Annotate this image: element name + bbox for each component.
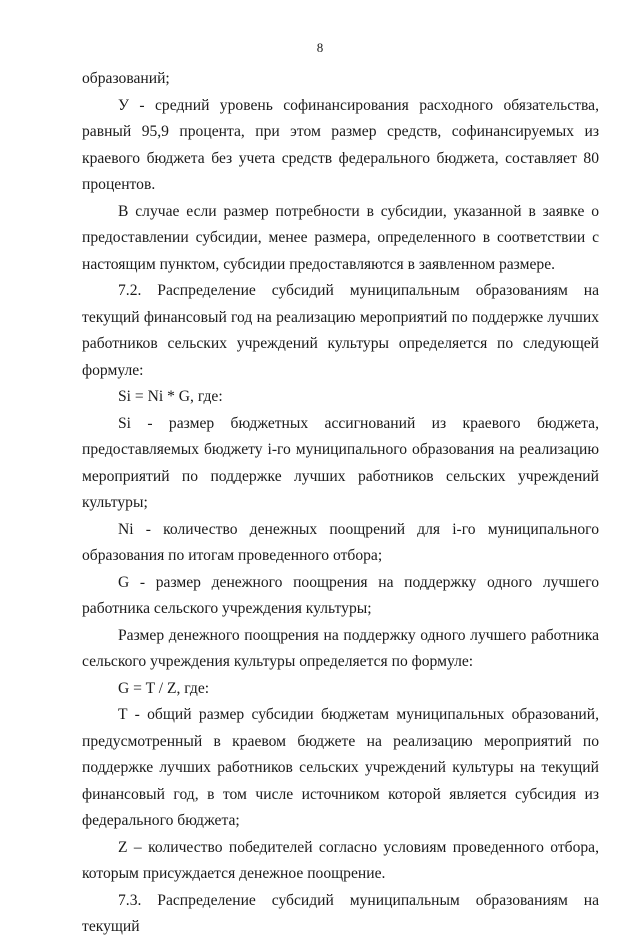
paragraph-definition-g: G - размер денежного поощрения на поддержку одного лучшего работника сельского учреждения культуры;	[82, 573, 599, 617]
paragraph-definition-si: Si - размер бюджетных ассигнований из краевого бюджета, предоставляемых бюджету i-го муниципального образования на реализацию мероприятий по поддержке лучших работников сельских учреждений культуры;	[82, 414, 599, 511]
paragraph-g-formula-intro: Размер денежного поощрения на поддержку одного лучшего работника сельского учреждения культуры определяется по формуле:	[82, 626, 599, 670]
paragraph-definition-ni: Ni - количество денежных поощрений для i-го муниципального образования по итогам проведенного отбора;	[82, 520, 599, 564]
formula-si: Si = Ni * G, где:	[118, 388, 223, 405]
paragraph-definition-t: T - общий размер субсидии бюджетам муниципальных образований, предусмотренный в краевом бюджете на реализацию мероприятий по поддержке лучших работников сельских учреждений культуры на текущий финансовый год, в том числе источником которой является субсидия из федерального бюджета;	[82, 706, 599, 829]
paragraph-subsidy-need: В случае если размер потребности в субсидии, указанной в заявке о предоставлении субсидии, менее размера, определенного в соответствии с настоящим пунктом, субсидии предоставляются в заявленном размере.	[82, 202, 599, 273]
document-body	[82, 66, 599, 941]
page-number: 8	[316, 40, 324, 55]
paragraph-section-7-3: 7.3. Распределение субсидий муниципальным образованиям на текущий	[82, 891, 599, 935]
formula-g: G = T / Z, где:	[118, 679, 210, 697]
paragraph-continuation: образований;	[82, 70, 170, 87]
paragraph-definition-u: У - средний уровень софинансирования расходного обязательства, равный 95,9 процента, при этом размер средств, софинансируемых из краевого бюджета без учета средств федерального бюджета, составляет 80 процентов.	[82, 96, 599, 193]
paragraph-definition-z: Z – количество победителей согласно условиям проведенного отбора, которым присуждается денежное поощрение.	[82, 838, 599, 882]
paragraph-section-7-2: 7.2. Распределение субсидий муниципальным образованиям на текущий финансовый год на реализацию мероприятий по поддержке лучших работников сельских учреждений культуры определяется по следующей формуле:	[82, 282, 599, 379]
